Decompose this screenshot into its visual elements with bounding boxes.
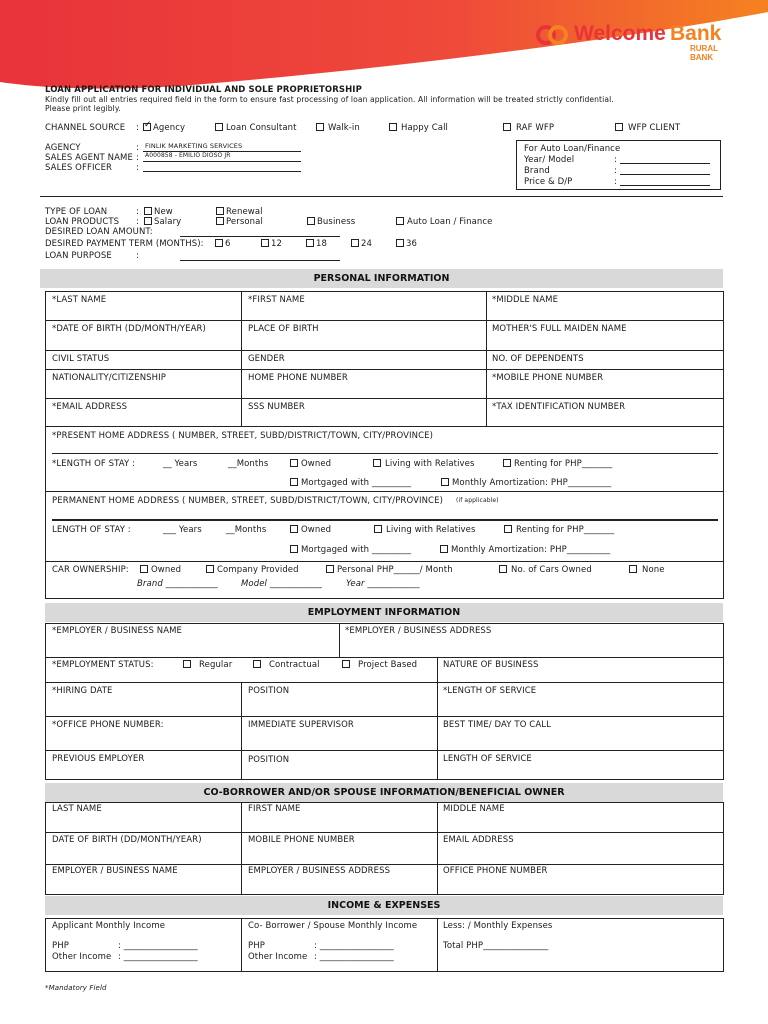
car-personal-checkbox[interactable] bbox=[326, 565, 334, 573]
perm-living-checkbox[interactable] bbox=[374, 525, 382, 533]
divider bbox=[40, 196, 723, 197]
present-address-field[interactable]: *PRESENT HOME ADDRESS ( NUMBER, STREET, SUBD/DISTRICT/TOWN, CITY/PROVINCE) bbox=[52, 431, 434, 441]
supervisor-field[interactable]: IMMEDIATE SUPERVISOR bbox=[248, 720, 354, 730]
col-line bbox=[437, 657, 438, 780]
tin-field[interactable]: *TAX IDENTIFICATION NUMBER bbox=[492, 402, 626, 412]
loan-new-checkbox[interactable] bbox=[144, 207, 152, 215]
colon: : bbox=[614, 155, 617, 165]
auto-brand-line[interactable] bbox=[620, 174, 710, 175]
col-line bbox=[241, 918, 242, 972]
car-model-field[interactable]: Model ____________ bbox=[241, 579, 323, 589]
coborrower-income-title: Co- Borrower / Spouse Monthly Income bbox=[248, 921, 418, 931]
colon: : bbox=[136, 251, 139, 261]
channel-raf-wfp-checkbox[interactable] bbox=[503, 123, 511, 131]
logo-icon bbox=[536, 24, 570, 46]
expenses-title: Less: / Monthly Expenses bbox=[443, 921, 553, 931]
term-6-checkbox[interactable] bbox=[215, 239, 223, 247]
employment-table bbox=[45, 623, 724, 780]
product-personal-label: Personal bbox=[226, 217, 263, 227]
car-none-checkbox[interactable] bbox=[629, 565, 637, 573]
product-auto-label: Auto Loan / Finance bbox=[407, 217, 493, 227]
mobile-phone-field[interactable]: *MOBILE PHONE NUMBER bbox=[492, 373, 604, 383]
dependents-field[interactable]: NO. OF DEPENDENTS bbox=[492, 354, 584, 364]
co-php-field[interactable]: : _________________ bbox=[314, 941, 394, 951]
channel-raf-wfp-label: RAF WFP bbox=[516, 123, 555, 133]
present-renting-label: Renting for PHP_______ bbox=[514, 459, 613, 469]
employer-name-field[interactable]: *EMPLOYER / BUSINESS NAME bbox=[52, 626, 183, 636]
type-of-loan-label: TYPE OF LOAN bbox=[45, 207, 108, 217]
loan-amount-label: DESIRED LOAN AMOUNT: bbox=[45, 227, 153, 237]
row-line bbox=[45, 682, 724, 683]
term-12-label: 12 bbox=[271, 239, 283, 249]
present-living-label: Living with Relatives bbox=[385, 459, 475, 469]
col-line bbox=[437, 802, 438, 895]
car-personal-label: Personal PHP______/ Month bbox=[337, 565, 453, 575]
loan-products-label: LOAN PRODUCTS bbox=[45, 217, 120, 227]
product-personal-checkbox[interactable] bbox=[216, 217, 224, 225]
personal-info-header: PERSONAL INFORMATION bbox=[40, 269, 723, 288]
status-regular-label: Regular bbox=[199, 660, 233, 670]
auto-price-line[interactable] bbox=[620, 185, 710, 186]
row-line bbox=[45, 832, 724, 833]
status-contractual-label: Contractual bbox=[269, 660, 320, 670]
row-line bbox=[45, 369, 724, 370]
co-office-phone-field[interactable]: OFFICE PHONE NUMBER bbox=[443, 866, 548, 876]
channel-happy-call-checkbox[interactable] bbox=[389, 123, 397, 131]
position-field[interactable]: POSITION bbox=[248, 686, 290, 696]
prev-position-field[interactable]: POSITION bbox=[248, 755, 290, 765]
php-label: PHP bbox=[52, 941, 69, 951]
present-mortgaged-label: Mortgaged with _________ bbox=[301, 478, 412, 488]
last-name-field[interactable]: *LAST NAME bbox=[52, 295, 107, 305]
term-12-checkbox[interactable] bbox=[261, 239, 269, 247]
row-line bbox=[45, 398, 724, 399]
prev-length-field[interactable]: LENGTH OF SERVICE bbox=[443, 754, 532, 764]
total-php-field[interactable]: Total PHP_______________ bbox=[443, 941, 549, 951]
car-none-label: None bbox=[642, 565, 665, 575]
applicant-other-field[interactable]: : _________________ bbox=[118, 952, 198, 962]
co-employer-field[interactable]: EMPLOYER / BUSINESS NAME bbox=[52, 866, 178, 876]
term-24-label: 24 bbox=[361, 239, 373, 249]
perm-renting-checkbox[interactable] bbox=[504, 525, 512, 533]
colon: : bbox=[136, 153, 139, 163]
car-company-label: Company Provided bbox=[217, 565, 299, 575]
loan-new-label: New bbox=[154, 207, 173, 217]
stay-months-2[interactable]: __Months bbox=[226, 525, 267, 535]
co-first-name-field[interactable]: FIRST NAME bbox=[248, 804, 301, 814]
nationality-field[interactable]: NATIONALITY/CITIZENSHIP bbox=[52, 373, 166, 383]
product-salary-label: Salary bbox=[154, 217, 182, 227]
present-owned-label: Owned bbox=[301, 459, 332, 469]
sales-agent-label: SALES AGENT NAME bbox=[45, 153, 133, 163]
col-line bbox=[339, 623, 340, 657]
channel-source-label: CHANNEL SOURCE bbox=[45, 123, 126, 133]
stay-months[interactable]: __Months bbox=[228, 459, 269, 469]
car-brand-field[interactable]: Brand ____________ bbox=[137, 579, 218, 589]
applicant-income-title: Applicant Monthly Income bbox=[52, 921, 166, 931]
if-applicable-note: (if applicable) bbox=[456, 497, 499, 504]
loan-purpose-label: LOAN PURPOSE bbox=[45, 251, 112, 261]
row-line bbox=[45, 561, 724, 562]
colon: : bbox=[614, 166, 617, 176]
car-year-field[interactable]: Year ____________ bbox=[346, 579, 420, 589]
length-of-stay-2-label: LENGTH OF STAY : bbox=[52, 525, 131, 535]
loan-purpose-line[interactable] bbox=[180, 260, 340, 261]
car-owned-checkbox[interactable] bbox=[140, 565, 148, 573]
channel-loan-consultant-checkbox[interactable] bbox=[215, 123, 223, 131]
stay-years[interactable]: __ Years bbox=[163, 459, 198, 469]
maiden-name-field[interactable]: MOTHER'S FULL MAIDEN NAME bbox=[492, 324, 627, 334]
nature-of-business-field[interactable]: NATURE OF BUSINESS bbox=[443, 660, 539, 670]
present-mortgaged-checkbox[interactable] bbox=[290, 478, 298, 486]
car-count-label: No. of Cars Owned bbox=[511, 565, 592, 575]
product-salary-checkbox[interactable] bbox=[144, 217, 152, 225]
colon: : bbox=[136, 163, 139, 173]
colon: : bbox=[136, 143, 139, 153]
row-line bbox=[45, 864, 724, 865]
term-36-checkbox[interactable] bbox=[396, 239, 404, 247]
permanent-address-line bbox=[52, 519, 718, 521]
term-6-label: 6 bbox=[225, 239, 231, 249]
employer-address-field[interactable]: *EMPLOYER / BUSINESS ADDRESS bbox=[345, 626, 492, 636]
perm-renting-label: Renting for PHP_______ bbox=[516, 525, 615, 535]
present-living-checkbox[interactable] bbox=[373, 459, 381, 467]
loan-amount-line[interactable] bbox=[180, 236, 340, 237]
status-regular-checkbox[interactable] bbox=[183, 660, 191, 668]
channel-agency-label: Agency bbox=[153, 123, 186, 133]
co-last-name-field[interactable]: LAST NAME bbox=[52, 804, 102, 814]
agency-label: AGENCY bbox=[45, 143, 81, 153]
loan-renewal-label: Renewal bbox=[226, 207, 263, 217]
channel-wfp-client-label: WFP CLIENT bbox=[628, 123, 681, 133]
channel-agency-checkbox[interactable] bbox=[143, 123, 151, 131]
row-line bbox=[45, 750, 724, 751]
office-phone-field[interactable]: *OFFICE PHONE NUMBER: bbox=[52, 720, 164, 730]
term-24-checkbox[interactable] bbox=[351, 239, 359, 247]
product-business-label: Business bbox=[317, 217, 356, 227]
middle-name-field[interactable]: *MIDDLE NAME bbox=[492, 295, 559, 305]
present-owned-checkbox[interactable] bbox=[290, 459, 298, 467]
auto-year-line[interactable] bbox=[620, 163, 710, 164]
income-header: INCOME & EXPENSES bbox=[45, 896, 723, 915]
co-middle-name-field[interactable]: MIDDLE NAME bbox=[443, 804, 505, 814]
form-title: LOAN APPLICATION FOR INDIVIDUAL AND SOLE PROPRIETORSHIP bbox=[45, 85, 362, 95]
col-line bbox=[241, 682, 242, 780]
agency-underline bbox=[143, 151, 301, 152]
car-owned-label: Owned bbox=[151, 565, 182, 575]
col-line bbox=[437, 918, 438, 972]
perm-living-label: Living with Relatives bbox=[386, 525, 476, 535]
co-employer-address-field[interactable]: EMPLOYER / BUSINESS ADDRESS bbox=[248, 866, 391, 876]
sss-field[interactable]: SSS NUMBER bbox=[248, 402, 305, 412]
co-mobile-field[interactable]: MOBILE PHONE NUMBER bbox=[248, 835, 355, 845]
col-line bbox=[241, 291, 242, 426]
co-dob-field[interactable]: DATE OF BIRTH (DD/MONTH/YEAR) bbox=[52, 835, 202, 845]
form-instructions: Kindly fill out all entries required field in the form to ensure fast processing of loan application. All information will be treated strictly confidential. bbox=[45, 95, 614, 104]
row-line bbox=[45, 657, 724, 658]
term-18-label: 18 bbox=[316, 239, 328, 249]
dob-field[interactable]: *DATE OF BIRTH (DD/MONTH/YEAR) bbox=[52, 324, 206, 334]
perm-amort-label: Monthly Amortization: PHP__________ bbox=[451, 545, 611, 555]
colon: : bbox=[136, 123, 139, 133]
row-line bbox=[45, 716, 724, 717]
mandatory-note: *Mandatory Field bbox=[45, 984, 107, 992]
permanent-address-field[interactable]: PERMANENT HOME ADDRESS ( NUMBER, STREET, SUBD/DISTRICT/TOWN, CITY/PROVINCE) bbox=[52, 496, 443, 506]
co-email-field[interactable]: EMAIL ADDRESS bbox=[443, 835, 514, 845]
coborrower-table bbox=[45, 802, 724, 895]
other-income-label: Other Income bbox=[248, 952, 308, 962]
status-project-checkbox[interactable] bbox=[342, 660, 350, 668]
form-instructions-2: Please print legibly. bbox=[45, 104, 121, 113]
product-business-checkbox[interactable] bbox=[307, 217, 315, 225]
pob-field[interactable]: PLACE OF BIRTH bbox=[248, 324, 319, 334]
colon: : bbox=[136, 217, 139, 227]
co-other-field[interactable]: : _________________ bbox=[314, 952, 394, 962]
term-18-checkbox[interactable] bbox=[306, 239, 314, 247]
sales-agent-underline bbox=[143, 161, 301, 162]
channel-walkin-label: Walk-in bbox=[328, 123, 360, 133]
colon: : bbox=[136, 207, 139, 217]
length-of-stay-label: *LENGTH OF STAY : bbox=[52, 459, 136, 469]
sales-officer-label: SALES OFFICER bbox=[45, 163, 113, 173]
length-of-service-field[interactable]: *LENGTH OF SERVICE bbox=[443, 686, 537, 696]
logo-word-bank: Bank bbox=[670, 22, 722, 45]
row-line bbox=[45, 350, 724, 351]
auto-loan-title: For Auto Loan/Finance bbox=[524, 144, 621, 154]
colon: : bbox=[614, 177, 617, 187]
status-project-label: Project Based bbox=[358, 660, 418, 670]
auto-price-label: Price & D/P bbox=[524, 177, 573, 187]
employment-info-header: EMPLOYMENT INFORMATION bbox=[45, 603, 723, 622]
channel-wfp-client-checkbox[interactable] bbox=[615, 123, 623, 131]
other-income-label: Other Income bbox=[52, 952, 112, 962]
present-amort-label: Monthly Amortization: PHP__________ bbox=[452, 478, 612, 488]
row-line bbox=[45, 491, 724, 492]
home-phone-field[interactable]: HOME PHONE NUMBER bbox=[248, 373, 348, 383]
applicant-php-field[interactable]: : _________________ bbox=[118, 941, 198, 951]
gender-field[interactable]: GENDER bbox=[248, 354, 285, 364]
civil-status-field[interactable]: CIVIL STATUS bbox=[52, 354, 110, 364]
loan-renewal-checkbox[interactable] bbox=[216, 207, 224, 215]
row-line bbox=[45, 426, 724, 427]
channel-loan-consultant-label: Loan Consultant bbox=[226, 123, 297, 133]
auto-year-model-label: Year/ Model bbox=[524, 155, 575, 165]
perm-owned-label: Owned bbox=[301, 525, 332, 535]
auto-brand-label: Brand bbox=[524, 166, 550, 176]
perm-mortgaged-label: Mortgaged with _________ bbox=[301, 545, 412, 555]
col-line bbox=[241, 802, 242, 895]
employment-status-label: *EMPLOYMENT STATUS: bbox=[52, 660, 154, 670]
product-auto-checkbox[interactable] bbox=[396, 217, 404, 225]
perm-mortgaged-checkbox[interactable] bbox=[290, 545, 298, 553]
agency-value[interactable]: FINLIK MARKETING SERVICES bbox=[145, 142, 243, 150]
sales-agent-value[interactable]: A000858 - EMILIO DIOSO JR bbox=[145, 152, 231, 159]
coborrower-header: CO-BORROWER AND/OR SPOUSE INFORMATION/BENEFICIAL OWNER bbox=[45, 783, 723, 802]
car-company-checkbox[interactable] bbox=[206, 565, 214, 573]
channel-happy-call-label: Happy Call bbox=[401, 123, 448, 133]
previous-employer-field[interactable]: PREVIOUS EMPLOYER bbox=[52, 754, 145, 764]
col-line bbox=[486, 291, 487, 426]
car-ownership-label: CAR OWNERSHIP: bbox=[52, 565, 129, 575]
present-amort-checkbox[interactable] bbox=[441, 478, 449, 486]
present-renting-checkbox[interactable] bbox=[503, 459, 511, 467]
status-contractual-checkbox[interactable] bbox=[253, 660, 261, 668]
car-count-checkbox[interactable] bbox=[499, 565, 507, 573]
sales-officer-underline bbox=[143, 171, 301, 172]
channel-walkin-checkbox[interactable] bbox=[316, 123, 324, 131]
present-address-line bbox=[52, 453, 718, 454]
best-time-field[interactable]: BEST TIME/ DAY TO CALL bbox=[443, 720, 551, 730]
payment-term-label: DESIRED PAYMENT TERM (MONTHS): bbox=[45, 239, 204, 249]
logo-word-welcome: Welcome bbox=[574, 22, 666, 45]
first-name-field[interactable]: *FIRST NAME bbox=[248, 295, 305, 305]
php-label: PHP bbox=[248, 941, 265, 951]
perm-amort-checkbox[interactable] bbox=[440, 545, 448, 553]
hiring-date-field[interactable]: *HIRING DATE bbox=[52, 686, 113, 696]
term-36-label: 36 bbox=[406, 239, 418, 249]
perm-owned-checkbox[interactable] bbox=[290, 525, 298, 533]
logo-sub: RURAL BANK bbox=[690, 44, 718, 62]
row-line bbox=[45, 320, 724, 321]
stay-years-2[interactable]: ___ Years bbox=[163, 525, 202, 535]
email-field[interactable]: *EMAIL ADDRESS bbox=[52, 402, 128, 412]
